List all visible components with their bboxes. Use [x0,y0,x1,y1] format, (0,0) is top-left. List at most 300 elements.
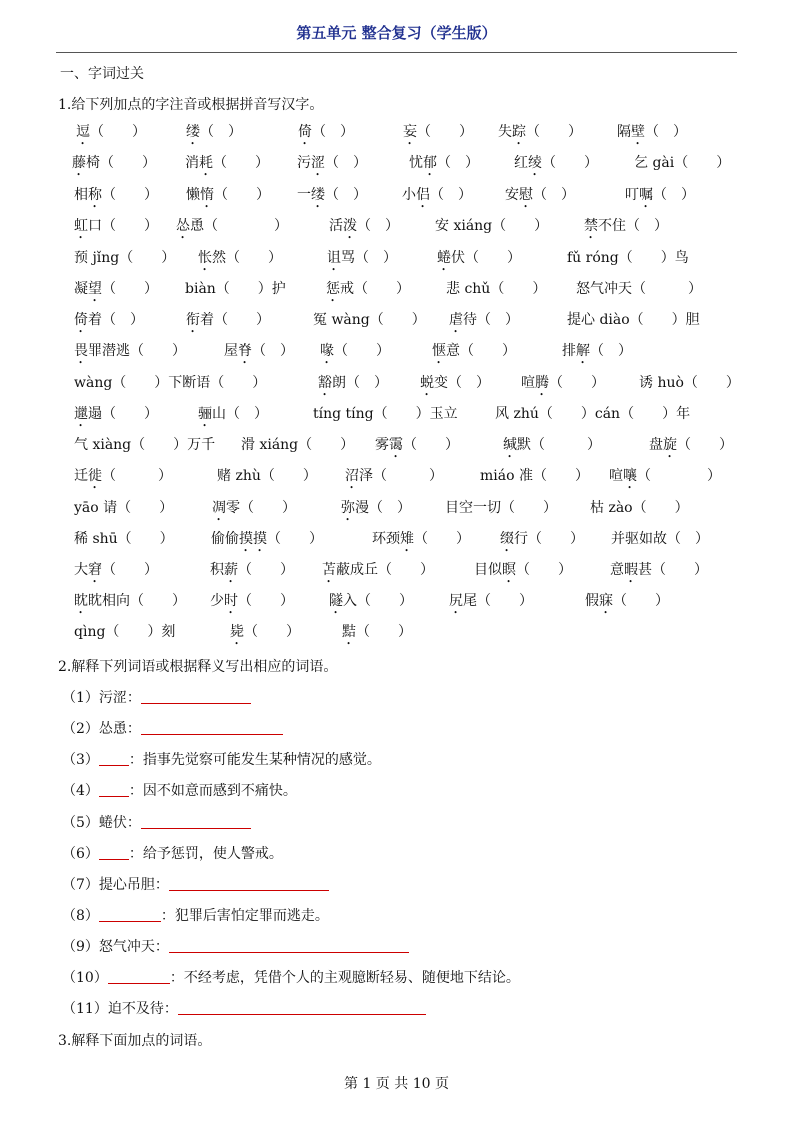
vocab-text: 并驱如故（ ） [611,531,709,547]
dotted-character: 脊 [238,343,252,359]
dotted-character: 耗 [199,155,213,171]
explanation-definition: ：给予惩罚，使人警戒。 [128,846,283,862]
explanation-item [62,998,426,1020]
vocab-text: 懒 [186,187,200,203]
vocab-text: （ ） [356,624,412,640]
vocab-row [0,497,793,519]
vocab-text: （ ） [645,124,687,140]
vocab-row [0,278,793,300]
vocab-text: 不住（ ） [598,218,668,234]
vocab-row [0,559,793,581]
vocab-text: 枯 zào（ ） [590,500,689,516]
vocab-item [298,121,354,148]
vocab-text: 安 [505,187,519,203]
explanation-item [62,936,409,958]
vocab-text: 滑 xiáng（ ） [241,437,355,453]
vocab-text: 蔽成丘（ ） [336,562,434,578]
vocab-text: （ ） [102,281,158,297]
vocab-item [625,184,695,211]
vocab-text: 乞 gài（ ） [634,155,731,171]
vocab-item [241,434,354,456]
explanation-label: （10） [62,970,108,986]
vocab-text: 排 [562,343,576,359]
vocab-text: 默（ ） [517,437,601,453]
vocab-text: 戒（ ） [340,281,410,297]
vocab-item [480,465,589,487]
vocab-item [567,247,689,269]
dotted-character: 缄 [503,437,517,453]
vocab-text: （ ） [102,187,158,203]
vocab-item [74,528,174,550]
vocab-text: 罪潜逃（ ） [88,343,186,359]
vocab-text: 遢（ ） [88,406,158,422]
vocab-item [402,184,472,211]
dotted-character: 踪 [512,124,526,140]
vocab-text: 提心 diào（ ）胆 [567,312,700,328]
dotted-character: 绫 [528,155,542,171]
vocab-item [320,340,390,367]
question-2-heading: 2.解释下列词语或根据释义写出相应的词语。 [58,659,338,675]
vocab-item [212,497,296,524]
vocab-item [74,184,158,211]
vocab-text: 稀 shū（ ） [74,531,174,547]
explanation-label: （5）蜷伏： [62,815,141,831]
dotted-character: 妄 [403,124,417,140]
vocab-text: （ ） [357,218,399,234]
vocab-item [432,340,516,367]
dotted-character: 徙 [88,468,102,484]
vocab-item [297,184,367,211]
vocab-text: tíng tíng（ ）玉立 [313,406,458,422]
explanation-label: （6） [62,846,99,862]
answer-blank[interactable] [141,687,251,704]
vocab-item [585,590,669,617]
vocab-item [74,559,158,586]
vocab-item [449,309,519,336]
explanation-item [62,905,329,927]
explanation-label: （8） [62,908,99,924]
vocab-item [74,309,144,336]
vocab-text: miáo 准（ ） [480,468,589,484]
vocab-item [521,372,605,399]
vocab-item [576,278,702,300]
vocab-item [403,121,473,148]
dotted-character: 慰 [519,187,533,203]
vocab-text: 环颈 [372,531,400,547]
vocab-text: （ ） [325,155,367,171]
dotted-character: 邋 [74,406,88,422]
dotted-character: 隧 [329,593,343,609]
vocab-row [0,465,793,487]
dotted-character: 窘 [88,562,102,578]
dotted-character: 旋 [663,437,677,453]
vocab-item [185,152,269,179]
dotted-character: 虐 [449,312,463,328]
vocab-text: 隔 [617,124,631,140]
question-1-heading: 1.给下列加点的字注音或根据拼音写汉字。 [58,97,324,113]
vocab-item [176,215,288,242]
vocab-item [185,278,286,300]
dotted-character: 怂 [176,218,190,234]
vocab-item [375,434,459,461]
page-footer: 第 1 页 共 10 页 [344,1076,449,1092]
vocab-text: 安 xiáng（ ） [435,218,549,234]
vocab-text: （ ） [102,468,172,484]
vocab-text: 目似 [474,562,502,578]
vocab-text: （ ） [244,624,300,640]
dotted-character: 弥 [341,500,355,516]
vocab-text: 喧 [609,468,623,484]
vocab-text: 积 [210,562,224,578]
explanation-item [62,967,520,989]
vocab-text: 然（ ） [212,250,282,266]
vocab-text: 椅（ ） [86,155,156,171]
vocab-item [198,403,268,430]
dotted-character: 侣 [416,187,430,203]
vocab-text: 尾（ ） [463,593,533,609]
explanation-item [62,780,297,802]
vocab-item [498,121,582,148]
vocab-text: 泽（ ） [359,468,443,484]
vocab-item [318,372,388,399]
dotted-character: 豁 [318,375,332,391]
vocab-text: 小 [402,187,416,203]
question-3-heading: 3.解释下面加点的词语。 [58,1033,212,1049]
vocab-text: 冤 wàng（ ） [313,312,426,328]
dotted-character: 骊 [198,406,212,422]
vocab-item [210,559,294,586]
explanation-label: （2）怂恿： [62,721,141,737]
explanation-item [62,687,251,709]
vocab-item [297,152,367,179]
vocab-text: （ ） [430,187,472,203]
vocab-text: 伏（ ） [451,250,521,266]
vocab-text: （ ） [677,437,733,453]
dotted-character: 寐 [599,593,613,609]
vocab-text: （ ） [590,343,632,359]
answer-blank[interactable] [99,843,129,860]
vocab-item [74,340,186,367]
dotted-character: 薪 [224,562,238,578]
vocab-item [649,434,733,461]
dotted-character: 缕 [311,187,325,203]
vocab-row [0,434,793,456]
vocab-item [74,403,158,430]
vocab-text: 偷偷 [211,531,239,547]
vocab-item [505,184,575,211]
explanation-label: （9）怒气冲天： [62,939,169,955]
vocab-text: （ ） [549,375,605,391]
dotted-character: 沼 [345,468,359,484]
vocab-text: 着（ ） [88,312,144,328]
vocab-item [76,121,146,148]
vocab-text: 喧 [521,375,535,391]
vocab-text: 盘 [649,437,663,453]
vocab-text: （ ） [214,187,270,203]
vocab-text: qìng（ ）刻 [74,624,176,640]
dotted-character: 惰 [200,187,214,203]
vocab-row [0,590,793,612]
dotted-character: 蜷 [437,250,451,266]
explanation-label: （3） [62,752,99,768]
vocab-item [313,403,458,425]
explanation-item [62,812,251,834]
vocab-text: 相 [74,187,88,203]
vocab-text: 迁 [74,468,88,484]
vocab-text: （ ） [238,593,294,609]
dotted-character: 喙 [320,343,334,359]
vocab-item [74,497,173,519]
vocab-text: 着（ ） [200,312,270,328]
dotted-character: 尻 [449,593,463,609]
vocab-text: （ ） [334,343,390,359]
vocab-item [322,559,434,586]
vocab-row [0,309,793,331]
vocab-text: （ ） [533,187,575,203]
vocab-text: （ ） [526,124,582,140]
vocab-item [217,465,317,487]
explanation-definition: ：因不如意而感到不痛快。 [128,783,297,799]
explanation-label: （11）迫不及待： [62,1001,178,1017]
vocab-item [446,278,546,300]
vocab-text: （ ） [252,343,294,359]
vocab-text: 悲 chǔ（ ） [446,281,547,297]
vocab-text: 污 [297,155,311,171]
vocab-text: 意 [610,562,624,578]
dotted-character: 毙 [230,624,244,640]
dotted-character: 蜕 [420,375,434,391]
explanation-item [62,718,283,740]
explanation-item [62,843,283,865]
vocab-text: 忧 [409,155,423,171]
vocab-row [0,121,793,143]
vocab-text: 叮 [625,187,639,203]
explanation-item [62,749,381,771]
vocab-text: 入（ ） [343,593,413,609]
answer-blank[interactable] [169,936,409,953]
vocab-item [341,497,411,524]
explanation-label: （4） [62,783,99,799]
answer-blank[interactable] [169,874,329,891]
vocab-item [74,372,266,394]
dotted-character: 怅 [198,250,212,266]
explanation-label: （7）提心吊胆： [62,877,169,893]
dotted-character: 藤 [72,155,86,171]
vocab-text: （ ） [414,531,470,547]
dotted-character: 壁 [631,124,645,140]
vocab-item [327,247,397,274]
dotted-character: 涩 [311,155,325,171]
vocab-text: （ ） [653,187,695,203]
vocab-item [445,497,557,519]
dotted-character: 缀 [500,531,514,547]
vocab-item [503,434,601,461]
vocab-text: 漫（ ） [355,500,411,516]
vocab-item [590,497,689,519]
vocab-text: 消 [185,155,199,171]
vocab-text: yāo 请（ ） [74,500,174,516]
answer-blank[interactable] [178,998,426,1015]
vocab-text: 待（ ） [463,312,519,328]
vocab-text: 大 [74,562,88,578]
vocab-item [500,528,584,555]
explanation-definition: ：不经考虑，凭借个人的主观臆断轻易、随便地下结论。 [169,970,520,986]
vocab-text: 风 zhú（ ）cán（ ）年 [495,406,691,422]
vocab-text: fǔ róng（ ）鸟 [567,250,689,266]
vocab-text: wàng（ ）下断语（ ） [74,375,267,391]
vocab-item [634,152,730,174]
dotted-character: 诅 [327,250,341,266]
explanation-definition: ：指事先觉察可能发生某种情况的感觉。 [128,752,381,768]
dotted-character: 瞑 [502,562,516,578]
vocab-item [74,621,175,643]
vocab-text: biàn（ ）护 [185,281,286,297]
vocab-item [474,559,572,586]
vocab-text: 行（ ） [514,531,584,547]
vocab-item [617,121,687,148]
vocab-text: （ ） [437,155,479,171]
vocab-text: （ ） [516,562,572,578]
vocab-item [495,403,690,425]
vocab-text: 少 [210,593,224,609]
vocab-item [437,247,521,274]
vocab-text: 赌 zhù（ ） [217,468,317,484]
vocab-item [435,215,548,237]
vocab-text: （ ） [213,155,269,171]
dotted-character: 称 [88,187,102,203]
vocab-text: 失 [498,124,512,140]
vocab-item [345,465,443,492]
vocab-text: 活 [329,218,343,234]
vocab-text: 凝 [74,281,88,297]
answer-blank[interactable] [141,812,251,829]
header-rule [56,52,737,53]
explanation-definition: ：犯罪后害怕定罪而逃走。 [160,908,329,924]
vocab-text: （ ） [403,437,459,453]
vocab-text: （ ） [267,531,323,547]
dotted-character: 泼 [343,218,357,234]
vocab-item [639,372,740,394]
vocab-text: 屋 [224,343,238,359]
vocab-text: 气 xiàng（ ）万千 [74,437,216,453]
vocab-text: 骂（ ） [341,250,397,266]
vocab-row [0,184,793,206]
vocab-item [409,152,479,179]
dotted-character: 暇 [624,562,638,578]
vocab-text: （ ） [613,593,669,609]
dotted-character: 眈 [74,593,88,609]
dotted-character: 黠 [342,624,356,640]
vocab-text: 雾 [375,437,389,453]
explanation-item [62,874,329,896]
dotted-character: 摸摸 [239,531,267,547]
vocab-item [211,528,323,555]
vocab-text: 诱 huò（ ） [639,375,740,391]
vocab-item [74,590,186,617]
vocab-item [584,215,668,242]
dotted-character: 望 [88,281,102,297]
vocab-item [514,152,598,179]
vocab-text: 怒气冲天（ ） [576,281,702,297]
answer-blank[interactable] [99,780,129,797]
vocab-item [74,465,172,492]
vocab-item [326,278,410,305]
vocab-text: 口（ ） [88,218,158,234]
vocab-text: （ ） [417,124,473,140]
vocab-item [72,152,156,179]
dotted-character: 解 [576,343,590,359]
vocab-text: （ ） [238,562,294,578]
vocab-text: 意（ ） [446,343,516,359]
vocab-text: （ ） [325,187,367,203]
vocab-text: 预 jǐng（ ） [74,250,176,266]
answer-blank[interactable] [99,905,161,922]
vocab-text: （ ） [312,124,354,140]
dotted-character: 缕 [186,124,200,140]
dotted-character: 逗 [76,124,90,140]
vocab-text: 眈相向（ ） [88,593,186,609]
vocab-row [0,340,793,362]
vocab-item [567,309,700,331]
dotted-character: 禁 [584,218,598,234]
vocab-text: 目空一切（ ） [445,500,557,516]
vocab-item [198,247,282,274]
vocab-text: 假 [585,593,599,609]
vocab-text: 红 [514,155,528,171]
vocab-item [210,590,294,617]
vocab-item [562,340,632,367]
answer-blank[interactable] [99,749,129,766]
vocab-item [342,621,412,648]
dotted-character: 郁 [423,155,437,171]
vocab-item [609,465,721,492]
dotted-character: 倚 [298,124,312,140]
vocab-item [186,309,270,336]
vocab-item [449,590,533,617]
vocab-item [329,590,413,617]
vocab-row [0,621,793,643]
dotted-character: 嚷 [623,468,637,484]
answer-blank[interactable] [141,718,283,735]
vocab-text: （ ） [90,124,146,140]
vocab-row [0,372,793,394]
answer-blank[interactable] [108,967,170,984]
vocab-text: 恿（ ） [190,218,288,234]
vocab-item [313,309,426,331]
vocab-row [0,403,793,425]
dotted-character: 惬 [432,343,446,359]
dotted-character: 倚 [74,312,88,328]
vocab-item [230,621,300,648]
vocab-row [0,215,793,237]
dotted-character: 畏 [74,343,88,359]
vocab-item [224,340,294,367]
section-heading: 一、字词过关 [60,66,144,82]
vocab-row [0,247,793,269]
vocab-item [420,372,490,399]
vocab-text: 一 [297,187,311,203]
vocab-item [74,434,215,456]
dotted-character: 衔 [186,312,200,328]
vocab-text: （ ） [200,124,242,140]
vocab-text: 零（ ） [226,500,296,516]
vocab-text: 朗（ ） [332,375,388,391]
vocab-item [186,121,242,148]
vocab-item [74,215,158,242]
dotted-character: 惩 [326,281,340,297]
vocab-item [74,278,158,305]
vocab-item [372,528,470,555]
